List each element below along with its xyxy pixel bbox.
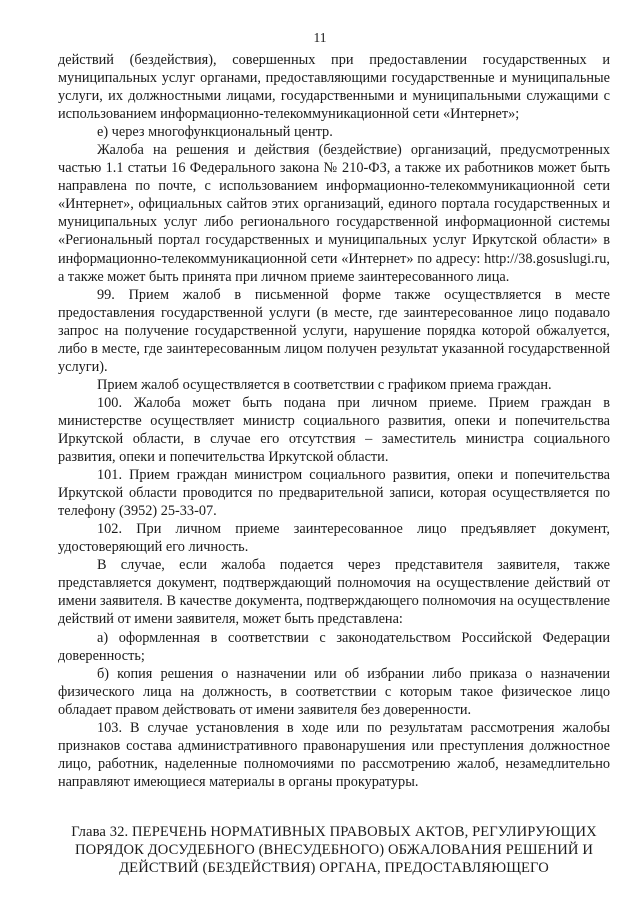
document-body: [58, 51, 610, 791]
paragraph-schedule: Прием жалоб осуществляется в соответствии с графиком приема граждан.: [97, 376, 552, 393]
paragraph-100: 100. Жалоба может быть подана при личном приеме. Прием граждан в министерстве осуществляет министр социального развития, опеки и попечительства Иркутской области, в случае его отсутствия – заместитель министра социального развития, опеки и попечительства Иркутской области.: [58, 394, 610, 466]
page-number: 11: [313, 30, 327, 45]
paragraph-102: 102. При личном приеме заинтересованное лицо предъявляет документ, удостоверяющий его личность.: [58, 521, 610, 556]
paragraph-complaint-organizations: Жалоба на решения и действия (бездействие) организаций, предусмотренных частью 1.1 статьи 16 Федерального закона № 210-ФЗ, а также их работников может быть направлена по почте, с использованием информационно-телекоммуникационной сети «Интернет», официальных сайтов этих организаций, единого портала государственных и муниципальных услуг либо регионального государственной информационной системы «Региональный портал государственных и муниципальных услуг Иркутской области» в информационно-телекоммуникационной сети «Интернет» по адресу: http://38.gosuslugi.ru, а также может быть принята при личном приеме заинтересованного лица.: [58, 142, 610, 285]
paragraph-99: 99. Прием жалоб в письменной форме также осуществляется в месте предоставления государственной услуги (в месте, где заинтересованное лицо подавало запрос на получение государственной услуги, нарушение порядка которой обжалуется, либо в месте, где заинтересованным лицом получен результат указанной государственной услуги).: [58, 286, 610, 375]
paragraph-item-e: е) через многофункциональный центр.: [97, 124, 333, 141]
paragraph-item-b: б) копия решения о назначении или об избрании либо приказа о назначении физического лица на должность, в соответствии с которым такое физическое лицо обладает правом действовать от имени заявителя без доверенности.: [58, 665, 610, 718]
chapter-heading: Глава 32. ПЕРЕЧЕНЬ НОРМАТИВНЫХ ПРАВОВЫХ АКТОВ, РЕГУЛИРУЮЩИХ ПОРЯДОК ДОСУДЕБНОГО (ВНЕСУДЕБНОГО) ОБЖАЛОВАНИЯ РЕШЕНИЙ И ДЕЙСТВИЙ (БЕЗДЕЙСТВИЯ) ОРГАНА, ПРЕДОСТАВЛЯЮЩЕГО: [71, 824, 597, 876]
paragraph-item-a: а) оформленная в соответствии с законодательством Российской Федерации доверенность;: [58, 629, 610, 664]
paragraph-representative: В случае, если жалоба подается через представителя заявителя, также представляется документ, подтверждающий полномочия на осуществление действий от имени заявителя. В качестве документа, подтверждающего полномочия на осуществление действий от имени заявителя, может быть представлена:: [58, 557, 610, 628]
paragraph-continuation: действий (бездействия), совершенных при предоставлении государственных и муниципальных услуг органами, предоставляющими государственные и муниципальные услуги, их должностными лицами, государственными и муниципальными служащими с использованием информационно-телекоммуникационной сети «Интернет»;: [58, 52, 610, 123]
paragraph-101: 101. Прием граждан министром социального развития, опеки и попечительства Иркутской области проводится по предварительной записи, которая осуществляется по телефону (3952) 25-33-07.: [58, 467, 610, 520]
paragraph-103: 103. В случае установления в ходе или по результатам рассмотрения жалобы признаков состава административного правонарушения или преступления должностное лицо, работник, наделенные полномочиями по рассмотрению жалоб, незамедлительно направляют имеющиеся материалы в органы прокуратуры.: [58, 719, 610, 790]
